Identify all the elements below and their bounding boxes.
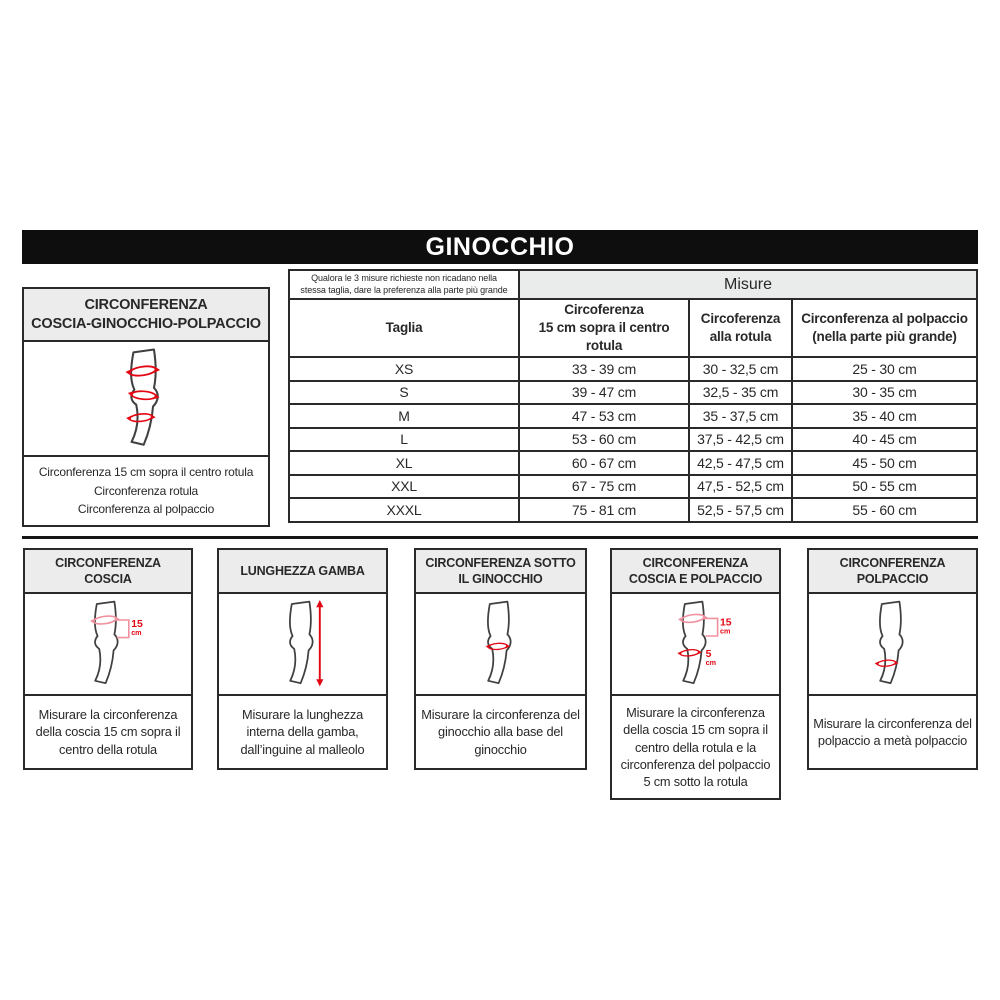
table-row-xxl — [289, 475, 977, 499]
measure-box-header — [612, 550, 779, 594]
panel-circonferenza-coscia-ginocchio-polpaccio — [22, 287, 270, 527]
measure-box-caption: Misurare la circonferenza della coscia 15 cm sopra il centro della rotula e la circonferenza del polpaccio 5 cm sotto la rotula — [612, 694, 779, 798]
column-header-line: Circoferenza — [564, 302, 644, 318]
header-line: CIRCONFERENZA — [642, 555, 749, 570]
panel-header-line: COSCIA-GINOCCHIO-POLPACCIO — [31, 315, 261, 332]
value-cell: 33 - 39 cm — [519, 357, 689, 381]
header-line: LUNGHEZZA GAMBA — [240, 563, 365, 578]
misure-group-header: Misure — [519, 270, 977, 299]
table-top-row — [289, 270, 977, 299]
measure-box-caption: Misurare la lunghezza interna della gamba, dall’inguine al malleolo — [219, 694, 386, 768]
value-cell: 52,5 - 57,5 cm — [689, 498, 792, 522]
value-cell: 50 - 55 cm — [792, 475, 977, 499]
panel-header — [24, 289, 268, 342]
header-line: CIRCONFERENZA — [55, 555, 161, 570]
table-row-xl — [289, 451, 977, 475]
measure-box-circonferenza-coscia — [23, 548, 193, 770]
leg-illustration — [809, 594, 976, 694]
caption-line: Circonferenza 15 cm sopra il centro rotula — [38, 465, 254, 480]
value-cell: 55 - 60 cm — [792, 498, 977, 522]
value-cell: 25 - 30 cm — [792, 357, 977, 381]
measure-box-circonferenza-coscia-polpaccio — [610, 548, 781, 800]
value-cell: 39 - 47 cm — [519, 381, 689, 405]
column-header-circ-rotula — [689, 299, 792, 357]
size-cell: S — [289, 381, 519, 405]
distance-unit: cm — [131, 628, 142, 638]
value-cell: 35 - 40 cm — [792, 404, 977, 428]
measure-box-caption: Misurare la circonferenza del polpaccio a metà polpaccio — [809, 694, 976, 768]
arrow-up-icon — [316, 600, 323, 607]
leg-diagram-below-knee — [460, 596, 542, 692]
caption-line: Circonferenza al polpaccio — [77, 502, 215, 517]
size-cell: XXL — [289, 475, 519, 499]
leg-outline — [289, 602, 312, 684]
header-line: POLPACCIO — [856, 572, 929, 586]
distance-bracket — [116, 620, 129, 638]
size-table — [288, 269, 978, 523]
value-cell: 30 - 35 cm — [792, 381, 977, 405]
measure-box-circonferenza-polpaccio — [807, 548, 978, 770]
value-cell: 47 - 53 cm — [519, 404, 689, 428]
distance-value: 5 — [705, 648, 711, 660]
column-header-line: Circoferenza — [700, 311, 781, 327]
column-header-taglia — [289, 299, 519, 357]
leg-illustration — [24, 342, 268, 455]
leg-outline — [487, 602, 510, 684]
size-cell: M — [289, 404, 519, 428]
table-row-xxxl — [289, 498, 977, 522]
leg-diagram-thigh-15cm — [67, 596, 149, 692]
panel-header-line: CIRCONFERENZA — [84, 296, 208, 313]
value-cell: 40 - 45 cm — [792, 428, 977, 452]
value-cell: 32,5 - 35 cm — [689, 381, 792, 405]
value-cell: 37,5 - 42,5 cm — [689, 428, 792, 452]
measure-box-lunghezza-gamba — [217, 548, 388, 770]
leg-outline — [879, 602, 902, 684]
leg-illustration — [416, 594, 585, 694]
header-line: COSCIA E POLPACCIO — [628, 572, 763, 586]
leg-illustration — [612, 594, 779, 694]
table-row-l — [289, 428, 977, 452]
size-cell: L — [289, 428, 519, 452]
value-cell: 60 - 67 cm — [519, 451, 689, 475]
column-header-circ-polpaccio — [792, 299, 977, 357]
distance-unit: cm — [705, 657, 716, 667]
distance-unit: cm — [719, 626, 730, 636]
value-cell: 75 - 81 cm — [519, 498, 689, 522]
measure-box-header — [416, 550, 585, 594]
section-divider — [22, 536, 978, 539]
panel-caption — [24, 455, 268, 525]
header-line: CIRCONFERENZA SOTTO — [425, 555, 576, 570]
leg-diagram-thigh-and-calf — [655, 596, 737, 692]
distance-value: 15 — [719, 617, 732, 629]
table-note — [289, 270, 519, 299]
column-header-line: Circonferenza al polpaccio — [801, 311, 968, 327]
table-header-row — [289, 299, 977, 357]
leg-diagram-three-measures — [99, 343, 194, 455]
size-cell: XL — [289, 451, 519, 475]
value-cell: 45 - 50 cm — [792, 451, 977, 475]
leg-diagram-length-arrow — [262, 596, 344, 692]
page-title: GINOCCHIO — [425, 232, 575, 261]
column-header-line: alla rotula — [709, 329, 772, 344]
leg-outline — [95, 602, 118, 684]
measure-box-header — [809, 550, 976, 594]
caption-line: Circonferenza rotula — [93, 483, 199, 498]
size-cell: XS — [289, 357, 519, 381]
column-header-line: Taglia — [385, 320, 423, 336]
title-bar — [22, 230, 978, 264]
value-cell: 53 - 60 cm — [519, 428, 689, 452]
header-line: CIRCONFERENZA — [839, 555, 946, 570]
value-cell: 47,5 - 52,5 cm — [689, 475, 792, 499]
value-cell: 42,5 - 47,5 cm — [689, 451, 792, 475]
measure-box-circonferenza-sotto-ginocchio — [414, 548, 587, 770]
measure-box-header — [25, 550, 191, 594]
arrow-down-icon — [316, 679, 323, 686]
value-cell: 30 - 32,5 cm — [689, 357, 792, 381]
leg-illustration — [25, 594, 191, 694]
column-header-line: 15 cm sopra il centro — [538, 320, 670, 336]
table-row-s — [289, 381, 977, 405]
note-line: stessa taglia, dare la preferenza alla parte più grande — [300, 284, 508, 295]
table-row-m — [289, 404, 977, 428]
measure-box-caption: Misurare la circonferenza della coscia 15 cm sopra il centro della rotula — [25, 694, 191, 768]
column-header-line: rotula — [585, 337, 623, 353]
value-cell: 35 - 37,5 cm — [689, 404, 792, 428]
column-header-line: (nella parte più grande) — [812, 329, 957, 344]
measure-box-header — [219, 550, 386, 594]
size-cell: XXXL — [289, 498, 519, 522]
leg-diagram-mid-calf — [852, 596, 934, 692]
table-row-xs — [289, 357, 977, 381]
note-line: Qualora le 3 misure richieste non ricadano nella — [311, 273, 497, 284]
header-line: COSCIA — [84, 572, 132, 586]
distance-bracket — [704, 618, 718, 636]
header-line: IL GINOCCHIO — [458, 572, 543, 586]
measure-box-caption: Misurare la circonferenza del ginocchio alla base del ginocchio — [416, 694, 585, 768]
leg-illustration — [219, 594, 386, 694]
value-cell: 67 - 75 cm — [519, 475, 689, 499]
column-header-circ-15cm — [519, 299, 689, 357]
distance-value: 15 — [131, 619, 143, 631]
